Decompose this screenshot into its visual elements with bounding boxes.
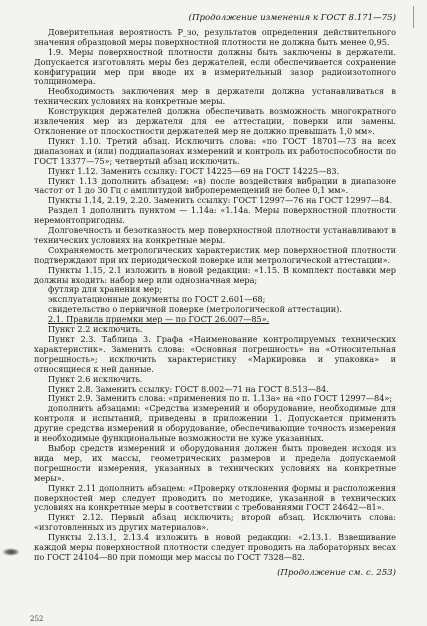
- paragraph-5: Пункт 1.10. Третий абзац. Исключить слова: «по ГОСТ 18701—73 на всех диапазонах и (или) поддиапазонах измерений и контроль их работоспособности по ГОСТ 13377—75»; четвертый абзац исключить.: [34, 135, 396, 166]
- paragraph-4: Конструкция держателей должна обеспечивать возможность многократного извлечения мер из держателя для ее аттестации, поверки или замены. Отклонение от плоскостности держателей мер не должно превышать 1,0 мм».: [34, 106, 396, 136]
- paragraph-11: Сохраняемость метрологических характеристик мер поверхностной плотности подтверждают при их периодической поверке или метрологической аттестации».: [34, 244, 396, 265]
- paragraph-23: Выбор средств измерений и оборудования должен быть проведен исходя из вида мер, их массы, геометрических размеров и предела допускаемой погрешности измерения, указанных в технических условиях на конкретные меры».: [34, 442, 396, 483]
- paragraph-21: Пункт 2.9. Заменить слова: «применения по п. 1.13а» на «по ГОСТ 12997—84»;: [48, 393, 393, 404]
- paragraph-26: Пункты 2.13.1, 2.13.4 изложить в новой редакции: «2.13.1. Взвешивание каждой меры поверхностной плотности следует проводить на лабораторных весах по ГОСТ 24104—80 при помощи мер массы по ГОСТ 7328—82.: [34, 532, 396, 562]
- paragraph-7: Пункт 1.13 дополнить абзацем: «в) после воздействия вибрации в диапазоне частот от 1 до 30 Гц с амплитудой виброперемещений не более 0,1 мм».: [34, 175, 396, 196]
- paragraph-1: Доверительная вероятность P_зо, результатов определения действительного значения образцовой меры поверхностной плотности не должна быть менее 0,95.: [34, 26, 396, 47]
- paragraph-18: Пункт 2.3. Таблица 3. Графа «Наименование контролируемых технических характеристик». Заменить слова: «Основная погрешность» на «Относительная погрешность»; исключить характеристику «Маркировка и упаковка» и относящиеся к ней данные.: [34, 334, 396, 374]
- page-footer: (Продолжение см. с. 253): [277, 567, 396, 578]
- paragraph-24: Пункт 2.11 дополнить абзацем: «Проверку отклонения формы и расположения поверхностей мер следует проводить по методике, указанной в технических условиях на конкретные меры в соответствии с требованиями ГОСТ 24642—81».: [34, 482, 396, 513]
- paragraph-22: дополнить абзацами: «Средства измерений и оборудование, необходимые для контроля и испытаний, приведены в приложении 1. Допускается применять другие средства измерений и оборудование, обеспечивающие точность измерения и необходимые функциональные возможности не хуже указанных.: [34, 403, 396, 444]
- paragraph-3: Необходимость заключения мер в держатели должна устанавливаться в технических условиях на конкретные меры.: [34, 86, 396, 107]
- paragraph-19: Пункт 2.6 исключить.: [48, 373, 143, 384]
- paragraph-20: Пункт 2.8. Заменить ссылку: ГОСТ 8.002—71 на ГОСТ 8.513—84.: [48, 383, 329, 394]
- margin-rule: [413, 6, 414, 28]
- paragraph-15: свидетельство о первичной поверке (метрологической аттестации).: [48, 304, 342, 315]
- ink-blot: [2, 548, 20, 556]
- document-page: [34, 14, 396, 579]
- paragraph-9: Раздел 1 дополнить пунктом — 1.14а: «1.14а. Меры поверхностной плотности неремонтопригодны.: [34, 205, 396, 226]
- paragraph-8: Пункты 1.14, 2.19, 2.20. Заменить ссылку: ГОСТ 12997—76 на ГОСТ 12997—84.: [48, 195, 393, 206]
- paragraph-13: футляр для хранения мер;: [48, 284, 163, 295]
- paragraph-10: Долговечность и безотказность мер поверхностной плотности устанавливают в технических условиях на конкретные меры.: [34, 225, 396, 245]
- page-number: 252: [30, 615, 44, 623]
- paragraph-2: 1.9. Меры поверхностной плотности должны быть заключены в держатели. Допускается изготовлять меры без держателей, если обеспечивается сохранение конфигурации мер при вводе их в измерительный зазор радиоизотопного толщиномера.: [34, 46, 396, 87]
- paragraph-14: эксплуатационные документы по ГОСТ 2.601—68;: [48, 294, 266, 305]
- paragraph-17: Пункт 2.2 исключить.: [48, 324, 143, 335]
- paragraph-6: Пункт 1.12. Заменить ссылку: ГОСТ 14225—69 на ГОСТ 14225—83.: [48, 165, 340, 176]
- paragraph-16: 2.1. Правила приемки мер — по ГОСТ 26.007—85».: [48, 314, 270, 325]
- paragraph-12: Пункты 1.15, 2.1 изложить в новой редакции: «1.15. В комплект поставки мер должны входить: набор мер или однозначная мера;: [34, 264, 396, 285]
- page-header: (Продолжение изменения к ГОСТ 8.171—75): [188, 13, 396, 23]
- paragraph-25: Пункт 2.12. Первый абзац исключить; второй абзац. Исключить слова: «изготовленных из других материалов».: [34, 512, 396, 533]
